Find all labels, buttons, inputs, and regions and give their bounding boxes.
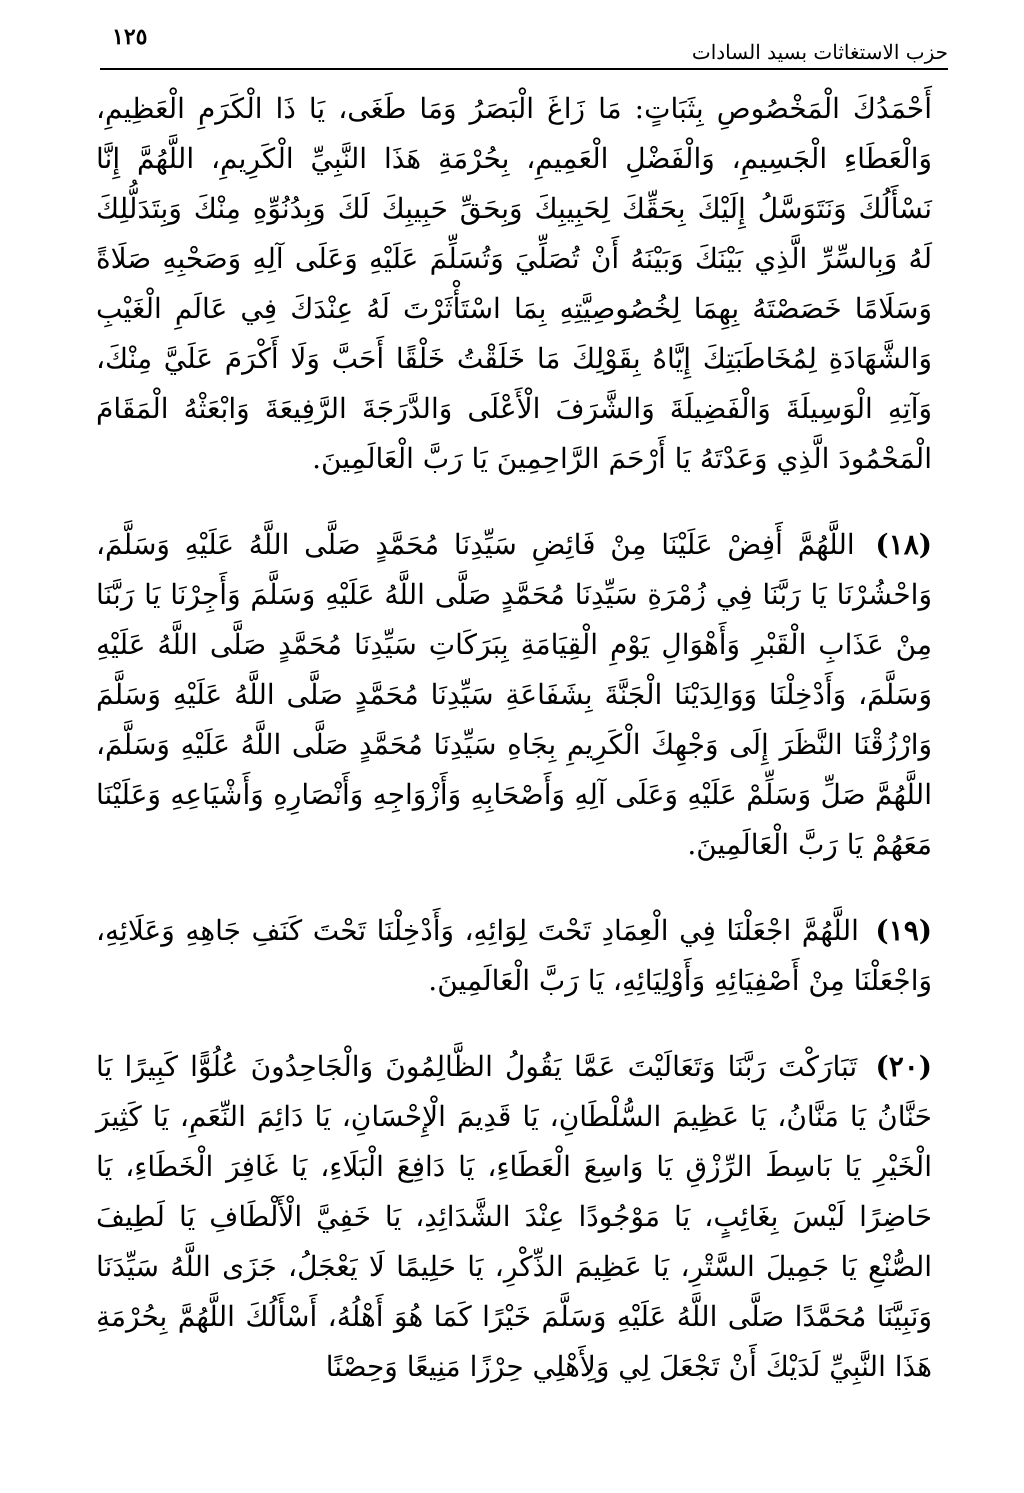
paragraph-intro [96,84,932,484]
paragraph-text: تَبَارَكْتَ رَبَّنَا وَتَعَالَيْتَ عَمَّا يَقُولُ الظَّالِمُونَ وَالْجَاحِدُونَ عُلُوًّا كَبِيرًا يَا حَنَّانُ يَا مَنَّانُ، يَا عَظِيمَ السُّلْطَانِ، يَا قَدِيمَ الْإِحْسَانِ، يَا دَائِمَ النِّعَمِ، يَا كَثِيرَ الْخَيْرِ يَا بَاسِطَ الرِّزْقِ يَا وَاسِعَ الْعَطَاءِ، يَا دَافِعَ الْبَلَاءِ، يَا غَافِرَ الْخَطَاءِ، يَا حَاضِرًا لَيْسَ بِغَائِبٍ، يَا مَوْجُودًا عِنْدَ الشَّدَائِدِ، يَا خَفِيَّ الْأَلْطَافِ يَا لَطِيفَ الصُّنْعِ يَا جَمِيلَ السَّتْرِ، يَا عَظِيمَ الذِّكْرِ، يَا حَلِيمًا لَا يَعْجَلُ، جَزَى اللَّهُ سَيِّدَنَا وَنَبِيَّنَا مُحَمَّدًا صَلَّى اللَّهُ عَلَيْهِ وَسَلَّمَ خَيْرًا كَمَا هُوَ أَهْلُهُ، أَسْأَلُكَ اللَّهُمَّ بِحُرْمَةِ هَذَا النَّبِيِّ لَدَيْكَ أَنْ تَجْعَلَ لِي وَلِأَهْلِي حِرْزًا مَنِيعًا وَحِصْنًا [96,1050,933,1383]
body-text [96,84,932,1392]
paragraph-number: (١٩) [875,914,932,947]
paragraph-text: اللَّهُمَّ أَفِضْ عَلَيْنَا مِنْ فَائِضِ سَيِّدِنَا مُحَمَّدٍ صَلَّى اللَّهُ عَلَيْهِ وَسَلَّمَ، وَاحْشُرْنَا يَا رَبَّنَا فِي زُمْرَةِ سَيِّدِنَا مُحَمَّدٍ صَلَّى اللَّهُ عَلَيْهِ وَسَلَّمَ وَأَجِرْنَا يَا رَبَّنَا مِنْ عَذَابِ الْقَبْرِ وَأَهْوَالِ يَوْمِ الْقِيَامَةِ بِبَرَكَاتِ سَيِّدِنَا مُحَمَّدٍ صَلَّى اللَّهُ عَلَيْهِ وَسَلَّمَ، وَأَدْخِلْنَا وَوَالِدَيْنَا الْجَنَّةَ بِشَفَاعَةِ سَيِّدِنَا مُحَمَّدٍ صَلَّى اللَّهُ عَلَيْهِ وَسَلَّمَ وَارْزُقْنَا النَّظَرَ إِلَى وَجْهِكَ الْكَرِيمِ بِجَاهِ سَيِّدِنَا مُحَمَّدٍ صَلَّى اللَّهُ عَلَيْهِ وَسَلَّمَ، اللَّهُمَّ صَلِّ وَسَلِّمْ عَلَيْهِ وَعَلَى آلِهِ وَأَصْحَابِهِ وَأَزْوَاجِهِ وَأَنْصَارِهِ وَأَشْيَاعِهِ وَعَلَيْنَا مَعَهُمْ يَا رَبَّ الْعَالَمِينَ. [96,528,932,861]
running-title: حزب الاستغاثات بسيد السادات [691,40,948,64]
header-divider [100,68,948,70]
page-header [100,18,948,66]
paragraph-number: (١٨) [875,528,932,561]
page-number: ١٢٥ [112,24,148,50]
paragraph-18 [96,520,932,870]
paragraph-20 [96,1042,932,1392]
paragraph-text: اللَّهُمَّ اجْعَلْنَا فِي الْعِمَادِ تَحْتَ لِوَائِهِ، وَأَدْخِلْنَا تَحْتَ كَنَفِ جَاهِهِ وَعَلَائِهِ، وَاجْعَلْنَا مِنْ أَصْفِيَائِهِ وَأَوْلِيَائِهِ، يَا رَبَّ الْعَالَمِينَ. [96,914,932,997]
paragraph-text: أَحْمَدُكَ الْمَخْصُوصِ بِثَبَاتٍ: مَا زَاغَ الْبَصَرُ وَمَا طَغَى، يَا ذَا الْكَرَمِ الْعَظِيمِ، وَالْعَطَاءِ الْجَسِيمِ، وَالْفَضْلِ الْعَمِيمِ، بِحُرْمَةِ هَذَا النَّبِيِّ الْكَرِيمِ، اللَّهُمَّ إِنَّا نَسْأَلُكَ وَنَتَوَسَّلُ إِلَيْكَ بِحَقِّكَ لِحَبِيبِكَ وَبِحَقِّ حَبِيبِكَ لَكَ وَبِدُنُوِّهِ مِنْكَ وَبِتَدَلُّلِكَ لَهُ وَبِالسِّرِّ الَّذِي بَيْنَكَ وَبَيْنَهُ أَنْ تُصَلِّيَ وَتُسَلِّمَ عَلَيْهِ وَعَلَى آلِهِ وَصَحْبِهِ صَلَاةً وَسَلَامًا خَصَصْتَهُ بِهِمَا لِخُصُوصِيَّتِهِ بِمَا اسْتَأْثَرْتَ لَهُ عِنْدَكَ فِي عَالَمِ الْغَيْبِ وَالشَّهَادَةِ لِمُخَاطَبَتِكَ إِيَّاهُ بِقَوْلِكَ مَا خَلَقْتُ خَلْقًا أَحَبَّ وَلَا أَكْرَمَ عَلَيَّ مِنْكَ، وَآتِهِ الْوَسِيلَةَ وَالْفَضِيلَةَ وَالشَّرَفَ الْأَعْلَى وَالدَّرَجَةَ الرَّفِيعَةَ وَابْعَثْهُ الْمَقَامَ الْمَحْمُودَ الَّذِي وَعَدْتَهُ يَا أَرْحَمَ الرَّاحِمِينَ يَا رَبَّ الْعَالَمِينَ. [96,92,932,475]
paragraph-number: (٢٠) [875,1050,933,1083]
paragraph-19 [96,906,932,1006]
